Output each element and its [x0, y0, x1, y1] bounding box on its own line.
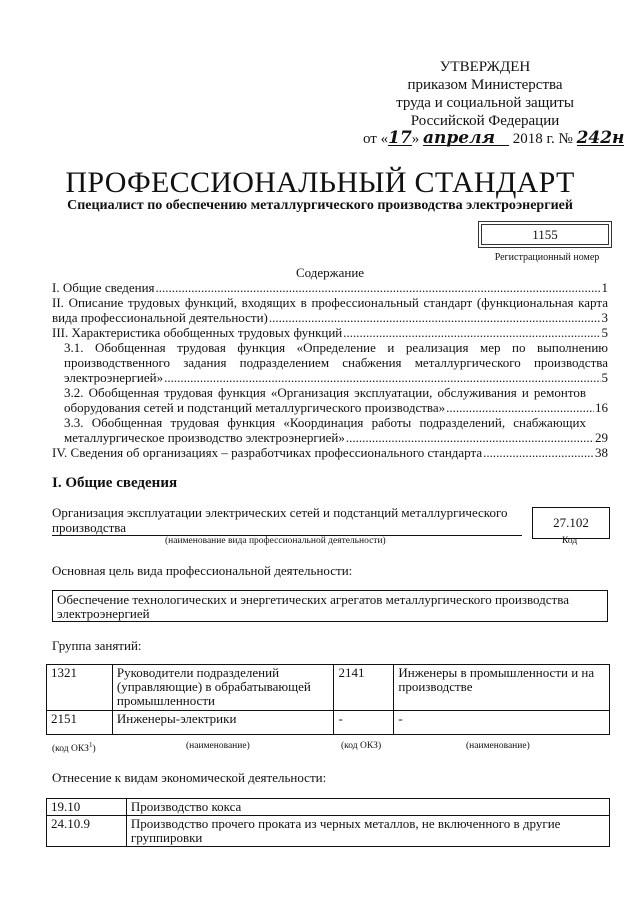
- okz-code: 1321: [47, 665, 113, 711]
- date-mid: »: [411, 131, 420, 147]
- table-row: [47, 711, 610, 735]
- okz-code: 2151: [47, 711, 113, 735]
- activity-code: 27.102: [532, 507, 610, 539]
- table-row: [47, 816, 610, 847]
- okved-code: 19.10: [47, 799, 127, 816]
- activity-name: Организация эксплуатации электрических сетей и подстанций металлургического производства: [52, 505, 522, 536]
- toc-item-3[interactable]: [52, 325, 608, 340]
- group-caption-name-a: (наименование): [186, 741, 250, 751]
- toc-item-text: IV. Сведения об организациях – разработчиках профессионального стандарта: [52, 445, 483, 460]
- okz-code: -: [334, 711, 394, 735]
- toc-item-text: I. Общие сведения: [52, 280, 155, 295]
- date-prefix: от «: [363, 131, 389, 147]
- document-subtitle: Специалист по обеспечению металлургического производства электроэнергией: [67, 198, 573, 213]
- goal-label: Основная цель вида профессиональной деятельности:: [52, 563, 353, 578]
- okz-name: -: [394, 711, 610, 735]
- toc-item-page: 16: [595, 400, 608, 415]
- approval-line-2: приказом Министерства: [407, 77, 563, 93]
- approval-line-1: УТВЕРЖДЕН: [439, 59, 531, 75]
- toc-item-text: 3.2. Обобщенная трудовая функция «Организация эксплуатации, обслуживания и ремонтов оборудования сетей и подстанций металлургического производства»: [64, 385, 586, 415]
- economic-activity-table: [46, 798, 610, 847]
- registration-label: Регистрационный номер: [494, 252, 600, 263]
- econ-label: Отнесение к видам экономической деятельности:: [52, 770, 327, 785]
- toc-item-text: II. Описание трудовых функций, входящих в профессиональный стандарт (функциональная карта вида профессиональной деятельности): [52, 295, 608, 325]
- code-caption: Код: [562, 536, 578, 546]
- toc-item-page: 29: [595, 430, 608, 445]
- toc-item-1[interactable]: [52, 280, 608, 295]
- group-caption-code-a: (код ОКЗ$^1$): [52, 741, 96, 755]
- table-of-contents: [52, 280, 608, 460]
- approval-date: [363, 128, 625, 148]
- toc-item-page: 1: [601, 280, 608, 295]
- toc-item-page: 5: [601, 370, 608, 385]
- date-year: 2018 г. №: [512, 131, 573, 147]
- document-title: ПРОФЕССИОНАЛЬНЫЙ СТАНДАРТ: [65, 166, 575, 199]
- order-number: 242н: [576, 128, 625, 148]
- section-heading: I. Общие сведения: [52, 475, 178, 491]
- group-caption-code-b: (код ОКЗ): [341, 741, 382, 751]
- approval-stamp: [355, 58, 625, 148]
- toc-item-3-1[interactable]: [52, 340, 608, 385]
- group-caption-name-b: (наименование): [466, 741, 530, 751]
- occupation-group-table: [46, 664, 610, 735]
- okved-name: Производство прочего проката из черных металлов, не включенного в другие группировки: [126, 816, 609, 847]
- group-label: Группа занятий:: [52, 638, 142, 653]
- toc-item-3-2[interactable]: [52, 385, 608, 415]
- date-month: апреля: [423, 131, 509, 146]
- date-day: 17: [388, 128, 412, 148]
- toc-heading: Содержание: [295, 265, 365, 280]
- okved-code: 24.10.9: [47, 816, 127, 847]
- toc-item-3-3[interactable]: [52, 415, 608, 445]
- registration-number: 1155: [481, 224, 609, 245]
- goal-text: Обеспечение технологических и энергетических агрегатов металлургического производства электроэнергией: [52, 590, 608, 622]
- approval-line-4: Российской Федерации: [410, 113, 560, 129]
- toc-item-page: 38: [595, 445, 608, 460]
- approval-line-3: труда и социальной защиты: [396, 95, 574, 111]
- toc-item-text: 3.3. Обобщенная трудовая функция «Координация работы подразделений, снабжающих металлургическое производство электроэнергией»: [64, 415, 586, 445]
- toc-item-text: 3.1. Обобщенная трудовая функция «Определение и реализация мер по выполнению производственного задания подразделением снабжения металлургического производства электроэнергией»: [64, 340, 608, 385]
- toc-item-page: 5: [601, 325, 608, 340]
- okved-name: Производство кокса: [126, 799, 609, 816]
- toc-item-page: 3: [601, 310, 608, 325]
- okz-code: 2141: [334, 665, 394, 711]
- table-row: [47, 665, 610, 711]
- okz-name: Инженеры в промышленности и на производстве: [394, 665, 610, 711]
- okz-name: Руководители подразделений (управляющие) в обрабатывающей промышленности: [112, 665, 334, 711]
- toc-item-text: III. Характеристика обобщенных трудовых функций: [52, 325, 343, 340]
- toc-item-4[interactable]: [52, 445, 608, 460]
- okz-name: Инженеры-электрики: [112, 711, 334, 735]
- table-row: [47, 799, 610, 816]
- activity-caption: (наименование вида профессиональной деятельности): [165, 536, 386, 546]
